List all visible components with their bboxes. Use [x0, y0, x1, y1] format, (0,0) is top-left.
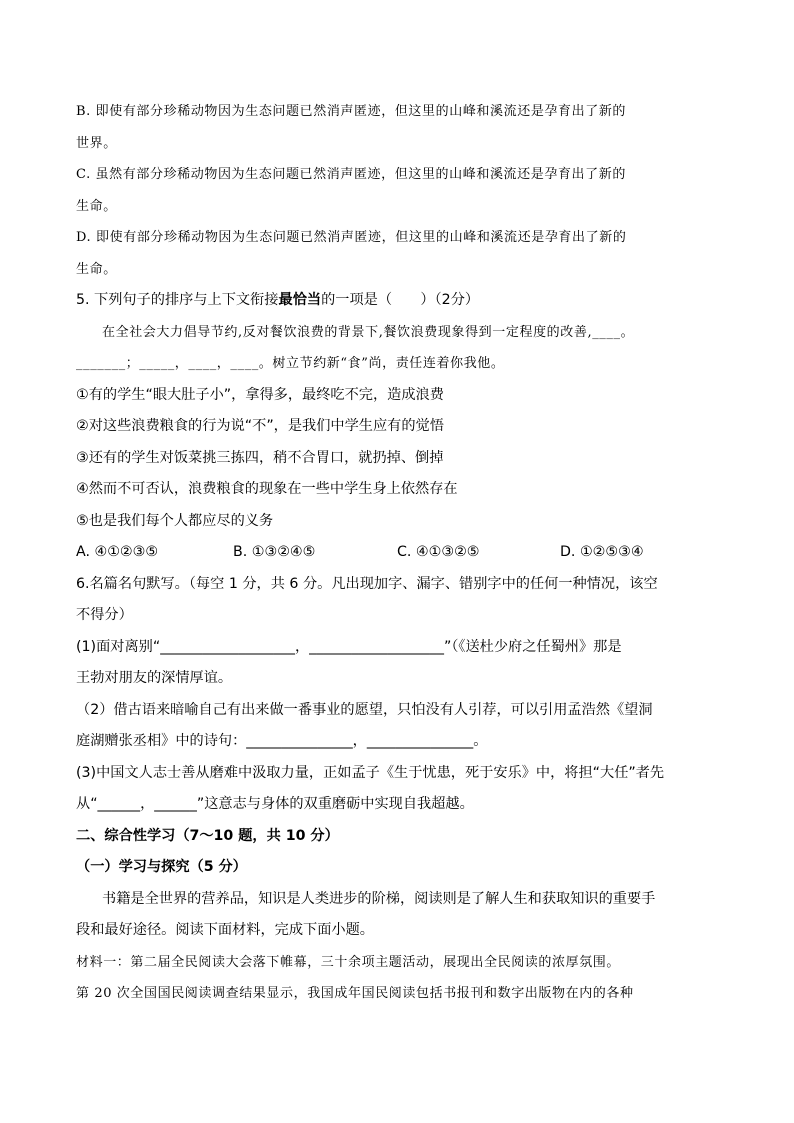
exam-page: [76, 96, 726, 1010]
choice-d[interactable]: D. ①②⑤③④: [560, 544, 644, 560]
material-1-line1: 材料一：第二届全民阅读大会落下帷幕，三十余项主题活动，展现出全民阅读的浓厚氛围。: [76, 954, 621, 970]
question-6-item1-line2: 王勃对朋友的深情厚谊。: [76, 670, 233, 686]
section-2-subtitle: （一）学习与探究（5 分）: [76, 859, 247, 875]
question-5-stem-post: 的一项是（ ）（2分）: [321, 292, 480, 308]
option-d-line2: 生命。: [76, 261, 117, 277]
question-6-item2-line2: 庭湖赠张丞相》中的诗句：_______________，_______________。: [76, 733, 488, 749]
sentence-3: ③还有的学生对饭菜挑三拣四，稍不合胃口，就扔掉、倒掉: [76, 449, 444, 466]
sentence-4: ④然而不可否认，浪费粮食的现象在一些中学生身上依然存在: [76, 481, 458, 497]
question-5-choices: [76, 537, 726, 569]
question-5-context-line2: _______；_____，____，____。树立节约新“食”尚，责任连着你我他。: [76, 356, 505, 371]
question-6-item3-line2: 从“______，______”这意志与身体的双重磨砺中实现自我超越。: [76, 796, 474, 812]
option-b-line1: B. 即使有部分珍稀动物因为生态问题已然消声匿迹，但这里的山峰和溪流还是孕育出了新的: [76, 104, 627, 119]
question-5-context-line1: 在全社会大力倡导节约,反对餐饮浪费的背景下,餐饮浪费现象得到一定程度的改善,____。: [102, 324, 635, 340]
section-2-intro-line1: 书籍是全世界的营养品，知识是人类进步的阶梯，阅读则是了解人生和获取知识的重要手: [102, 890, 656, 907]
sentence-2: ②对这些浪费粮食的行为说“不”，是我们中学生应有的觉悟: [76, 418, 444, 434]
choice-c[interactable]: C. ④①③②⑤: [397, 544, 480, 560]
question-6-title-line1: 6.名篇名句默写。（每空 1 分，共 6 分。凡出现加字、漏字、错别字中的任何一种情况，该空: [76, 575, 658, 592]
question-6-title-line2: 不得分）: [76, 607, 133, 623]
section-2-title: 二、综合性学习（7～10 题，共 10 分）: [76, 827, 339, 844]
choice-a[interactable]: A. ④①②③⑤: [76, 544, 159, 560]
question-6-item1-line1: (1)面对离别“___________________，___________________”（《送杜少府之任蜀州》那是: [76, 638, 622, 655]
option-b-line2: 世界。: [76, 135, 117, 151]
question-5-stem-pre: 5. 下列句子的排序与上下文衔接: [76, 292, 279, 308]
question-6-item3-line1: (3)中国文人志士善从磨难中汲取力量，正如孟子《生于忧患，死于安乐》中，将担“大任”者先: [76, 764, 665, 781]
sentence-5: ⑤也是我们每个人都应尽的义务: [76, 512, 274, 529]
option-c-line2: 生命。: [76, 198, 117, 214]
question-5-stem-bold: 最恰当: [278, 292, 322, 308]
option-d-line1: D. 即使有部分珍稀动物因为生态问题已然消声匿迹，但这里的山峰和溪流还是孕育出了新的: [76, 230, 627, 245]
question-5-stem: [76, 285, 726, 317]
option-c-line1: C. 虽然有部分珍稀动物因为生态问题已然消声匿迹，但这里的山峰和溪流还是孕育出了新的: [76, 167, 626, 182]
sentence-1: ①有的学生“眼大肚子小”，拿得多，最终吃不完，造成浪费: [76, 386, 444, 403]
choice-b[interactable]: B. ①③②④⑤: [233, 544, 316, 560]
material-1-line2: 第 20 次全国国民阅读调查结果显示，我国成年国民阅读包括书报刊和数字出版物在内的各种: [76, 986, 634, 1001]
question-6-item2-line1: （2）借古语来暗喻自己有出来做一番事业的愿望，只怕没有人引荐，可以引用孟浩然《望洞: [76, 701, 653, 718]
section-2-intro-line2: 段和最好途径。阅读下面材料，完成下面小题。: [76, 922, 374, 938]
